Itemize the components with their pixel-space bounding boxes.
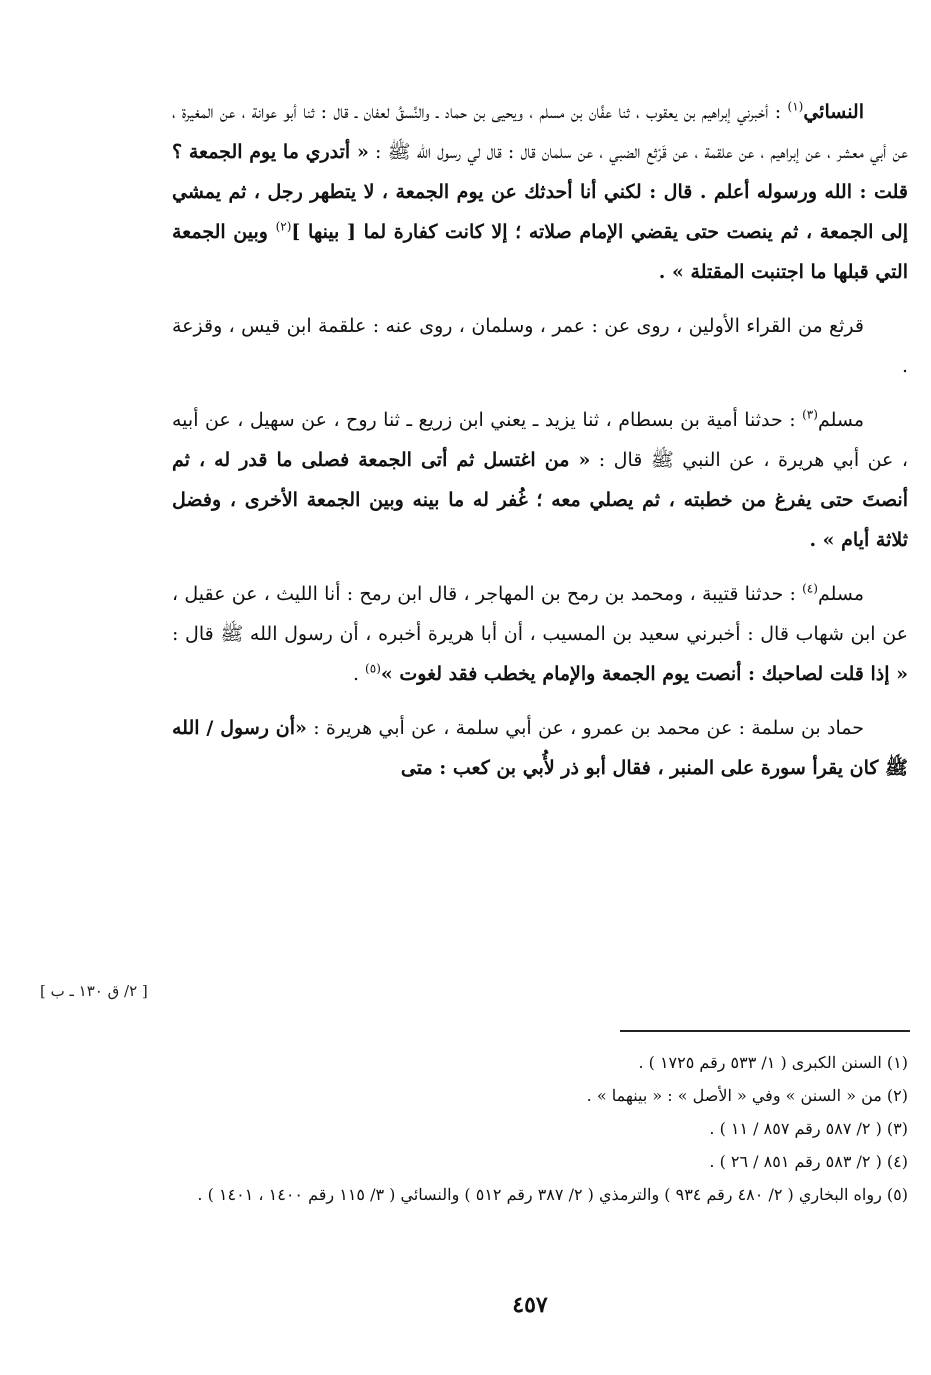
- hadith-text: «أن رسول / الله ﷺ كان يقرأ سورة على المنبر ، فقال أبو ذر لأُبي بن كعب : متى: [172, 717, 908, 779]
- footnote-ref: (٢): [275, 219, 292, 234]
- isnad-text: حماد بن سلمة : عن محمد بن عمرو ، عن أبي سلمة ، عن أبي هريرة :: [306, 717, 864, 739]
- isnad-text: : حدثنا قتيبة ، ومحمد بن رمح بن المهاجر ، قال ابن رمح : أنا الليث ، عن عقيل ، عن ابن شهاب قال : أخبرني سعيد بن المسيب ، أن أبا هريرة أخبره ، أن رسول الله ﷺ قال :: [172, 583, 908, 645]
- note-text: قرثع من القراء الأولين ، روى عن : عمر ، وسلمان ، روى عنه : علقمة ابن قيس ، وقزعة .: [172, 315, 908, 377]
- footnote-5: (٥) رواه البخاري ( ٢/ ٤٨٠ رقم ٩٣٤ ) والترمذي ( ٢/ ٣٨٧ رقم ٥١٢ ) والنسائي ( ٣/ ١١٥ رقم ١٤٠٠ ، ١٤٠١ ) .: [197, 1185, 908, 1204]
- footnote-divider: [620, 1030, 910, 1032]
- isnad-text: : أخبرني إبراهيم بن يعقوب ، ثنا عفَّان بن مسلم ، ويحيى بن حماد ـ والنَّسقُ لعفان ـ قال : ثنا أبو عوانة ، عن المغيرة ، عن أبي معشر ، عن إبراهيم ، عن علقمة ، عن قَرْثع الضبي ، عن سلمان قال : قال لي رسول الله ﷺ :: [172, 101, 909, 163]
- narrator-lead: النسائي: [803, 101, 864, 123]
- manuscript-folio-reference: [ ٢/ ق ١٣٠ ـ ب ]: [40, 982, 148, 1000]
- paragraph-muslim-hadith-2: [172, 574, 908, 694]
- paragraph-nasai-hadith: [172, 92, 908, 292]
- narrator-lead: مسلم: [817, 583, 864, 605]
- footnote-ref: (٣): [802, 407, 818, 422]
- footnote-4: (٤) ( ٢/ ٥٨٣ رقم ٨٥١ / ٢٦ ) .: [709, 1152, 908, 1171]
- hadith-text: « إذا قلت لصاحبك : أنصت يوم الجمعة والإمام يخطب فقد لغوت »: [380, 663, 908, 685]
- footnote-ref: (١): [787, 99, 804, 114]
- narrator-lead: مسلم: [817, 409, 864, 431]
- main-text: [172, 92, 908, 800]
- hadith-text: « أتدري ما يوم الجمعة ؟ قلت : الله ورسوله أعلم . قال : لكني أنا أحدثك عن يوم الجمعة ، لا يتطهر رجل ، ثم يمشي إلى الجمعة ، ثم ينصت حتى يقضي الإمام صلاته ؛ إلا كانت كفارة لما [ بينها ]: [172, 141, 908, 243]
- page-number: ٤٥٧: [512, 1292, 548, 1318]
- hadith-text: « من اغتسل ثم أتى الجمعة فصلى ما قدر له ، ثم أنصتَ حتى يفرغ من خطبته ، ثم يصلي معه ؛ غُفر له ما بينه وبين الجمعة الأخرى ، وفضل ثلاثة أيام » .: [172, 449, 908, 551]
- paragraph-narrator-note: [172, 306, 908, 386]
- footnote-ref: (٥): [365, 661, 381, 676]
- isnad-text: : حدثنا أمية بن بسطام ، ثنا يزيد ـ يعني ابن زريع ـ ثنا روح ، عن سهيل ، عن أبيه ، عن أبي هريرة ، عن النبي ﷺ قال :: [172, 409, 909, 471]
- hadith-text-continued: وبين الجمعة التي قبلها ما اجتنبت المقتلة » .: [172, 221, 908, 283]
- footnote-2: (٢) من « السنن » وفي « الأصل » : « بينهما » .: [586, 1086, 908, 1105]
- footnote-1: (١) السنن الكبرى ( ١/ ٥٣٣ رقم ١٧٢٥ ) .: [638, 1053, 908, 1072]
- paragraph-muslim-hadith-1: [172, 400, 908, 560]
- footnotes: [172, 1048, 908, 1213]
- footnote-ref: (٤): [802, 581, 818, 596]
- paragraph-hammad-hadith: [172, 708, 908, 788]
- footnote-3: (٣) ( ٢/ ٥٨٧ رقم ٨٥٧ / ١١ ) .: [709, 1119, 908, 1138]
- closing-period: .: [352, 663, 366, 685]
